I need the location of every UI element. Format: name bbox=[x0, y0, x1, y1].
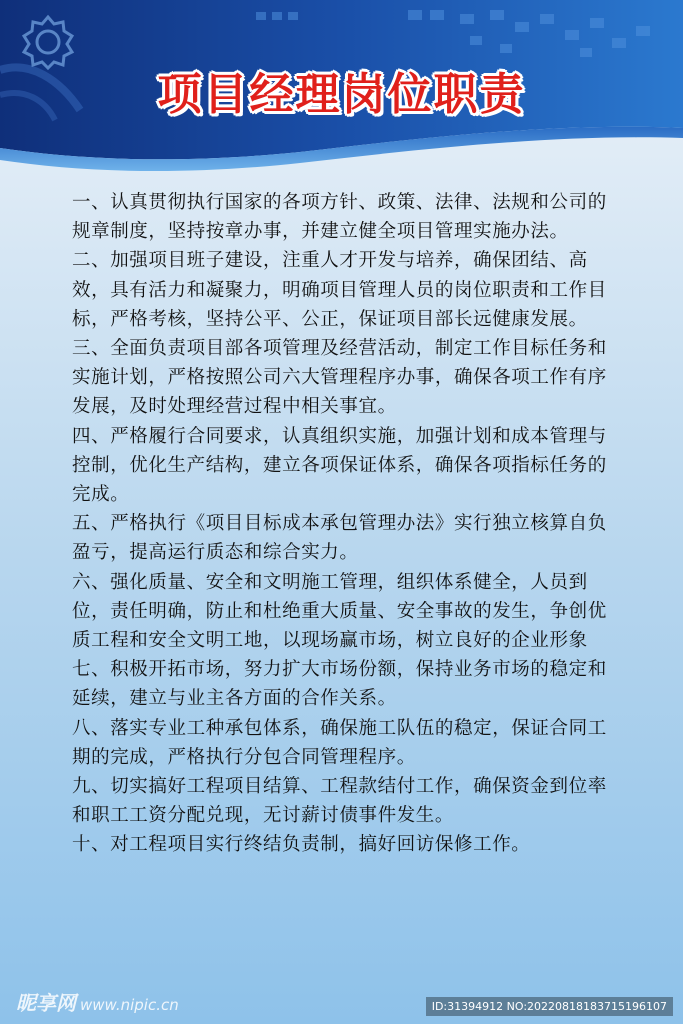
image-id-label: ID:31394912 NO:20220818183715196107 bbox=[426, 997, 673, 1016]
watermark-domain: www.nipic.cn bbox=[80, 996, 179, 1014]
duty-item-9: 九、切实搞好工程项目结算、工程款结付工作，确保资金到位率和职工工资分配兑现，无讨薪讨债事件发生。 bbox=[72, 776, 607, 827]
watermark bbox=[16, 987, 179, 1016]
duty-item-8: 八、落实专业工种承包体系，确保施工队伍的稳定，保证合同工期的完成，严格执行分包合同管理程序。 bbox=[72, 717, 607, 768]
page-title: 项目经理岗位职责 bbox=[157, 69, 526, 120]
watermark-brand: 昵享网 bbox=[16, 991, 76, 1015]
duty-list bbox=[72, 188, 617, 860]
duty-item-10: 十、对工程项目实行终结负责制，搞好回访保修工作。 bbox=[72, 834, 531, 856]
duty-item-2: 二、加强项目班子建设，注重人才开发与培养，确保团结、高效，具有活力和凝聚力，明确项目管理人员的岗位职责和工作目标，严格考核，坚持公平、公正，保证项目部长远健康发展。 bbox=[72, 250, 607, 330]
duty-item-1: 一、认真贯彻执行国家的各项方针、政策、法律、法规和公司的规章制度，坚持按章办事，并建立健全项目管理实施办法。 bbox=[72, 192, 607, 243]
duty-item-6: 六、强化质量、安全和文明施工管理，组织体系健全，人员到位，责任明确，防止和杜绝重大质量、安全事故的发生，争创优质工程和安全文明工地，以现场赢市场，树立良好的企业形象 bbox=[72, 571, 607, 652]
duty-item-3: 三、全面负责项目部各项管理及经营活动，制定工作目标任务和实施计划，严格按照公司六大管理程序办事，确保各项工作有序发展，及时处理经营过程中相关事宜。 bbox=[72, 338, 607, 418]
duty-item-7: 七、积极开拓市场，努力扩大市场份额，保持业务市场的稳定和延续，建立与业主各方面的合作关系。 bbox=[72, 659, 607, 710]
duty-item-5: 五、严格执行《项目目标成本承包管理办法》实行独立核算自负盈亏，提高运行质态和综合实力。 bbox=[72, 513, 607, 564]
duty-item-4: 四、严格履行合同要求，认真组织实施，加强计划和成本管理与控制，优化生产结构，建立各项保证体系，确保各项指标任务的完成。 bbox=[72, 425, 607, 506]
